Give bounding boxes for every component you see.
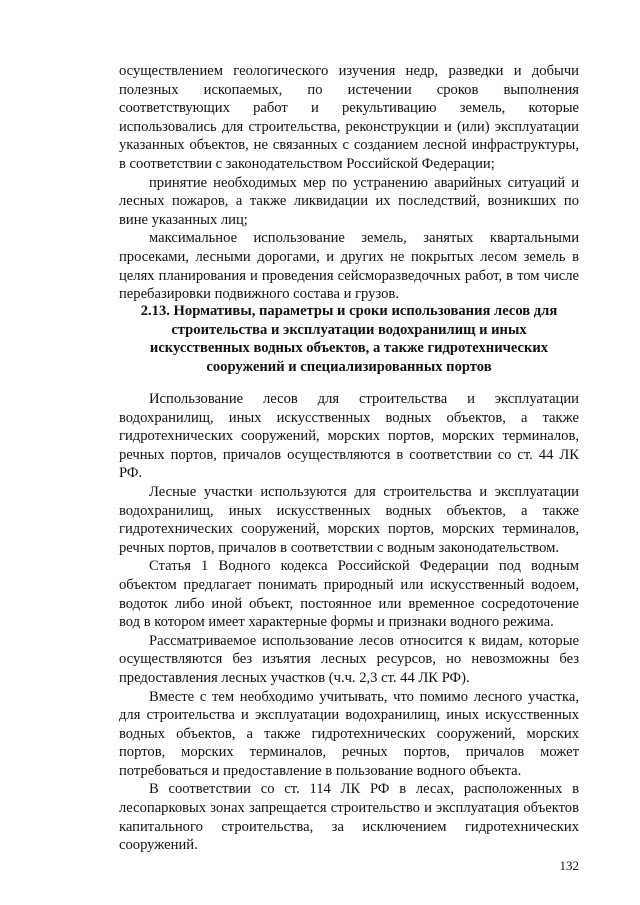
section-heading-line: искусственных водных объектов, а также гидротехнических: [149, 340, 549, 357]
paragraph-continuation: осуществлением геологического изучения недр, разведки и добычи полезных ископаемых, по истечении сроков выполнения соответствующих работ и рекультивацию земель, которые использовались для строительства, реконструкции и (или) эксплуатации указанных объектов, не связанных с созданием лесной инфраструктуры, в соответствии с законодательством Российской Федерации;: [119, 63, 579, 172]
body-paragraph: Рассматриваемое использование лесов относится к видам, которые осуществляются без изъятия лесных ресурсов, но невозможны без предоставления лесных участков (ч.ч. 2,3 ст. 44 ЛК РФ).: [119, 632, 579, 686]
paragraph-land-use: максимальное использование земель, занятых квартальными просеками, лесными дорогами, и других не покрытых лесом земель в целях планирования и проведения сейсморазведочных работ, в том числе перебазировки подвижного состава и грузов.: [119, 230, 579, 303]
section-heading-line: 2.13. Нормативы, параметры и сроки использования лесов для: [140, 303, 558, 319]
section-heading-line: строительства и эксплуатации водохранилищ и иных: [171, 321, 527, 338]
section-body: [119, 390, 579, 855]
body-paragraph: Использование лесов для строительства и эксплуатации водохранилищ, иных искусственных водных объектов, а также гидротехнических сооружений, морских портов, морских терминалов, речных портов, причалов осуществляются в соответствии со ст. 44 ЛК РФ.: [119, 391, 579, 482]
section-heading: [119, 302, 579, 376]
paragraph-emergency-measures: принятие необходимых мер по устранению аварийных ситуаций и лесных пожаров, а также ликвидации их последствий, возникших по вине указанных лиц;: [119, 174, 579, 228]
page-number: 132: [559, 858, 579, 873]
body-paragraph: Вместе с тем необходимо учитывать, что помимо лесного участка, для строительства и эксплуатации водохранилищ, иных искусственных водных объектов, а также гидротехнических сооружений, морских портов, морских терминалов, речных портов, причалов может потребоваться и предоставление в пользование водного объекта.: [119, 688, 579, 779]
section-heading-line: сооружений и специализированных портов: [206, 358, 492, 375]
body-paragraph: Статья 1 Водного кодекса Российской Федерации под водным объектом предлагает понимать природный или искусственный водоем, водоток либо иной объект, постоянное или временное сосредоточение вод в котором имеет характерные формы и признаки водного режима.: [119, 558, 579, 631]
body-paragraph: В соответствии со ст. 114 ЛК РФ в лесах, расположенных в лесопарковых зонах запрещается строительство и эксплуатация объектов капитального строительства, за исключением гидротехнических сооружений.: [119, 781, 579, 854]
body-paragraph: Лесные участки используются для строительства и эксплуатации водохранилищ, иных искусственных водных объектов, а также гидротехнических сооружений, морских портов, морских терминалов, речных портов, причалов в соответствии с водным законодательством.: [119, 483, 579, 556]
top-text-block: [119, 62, 579, 304]
